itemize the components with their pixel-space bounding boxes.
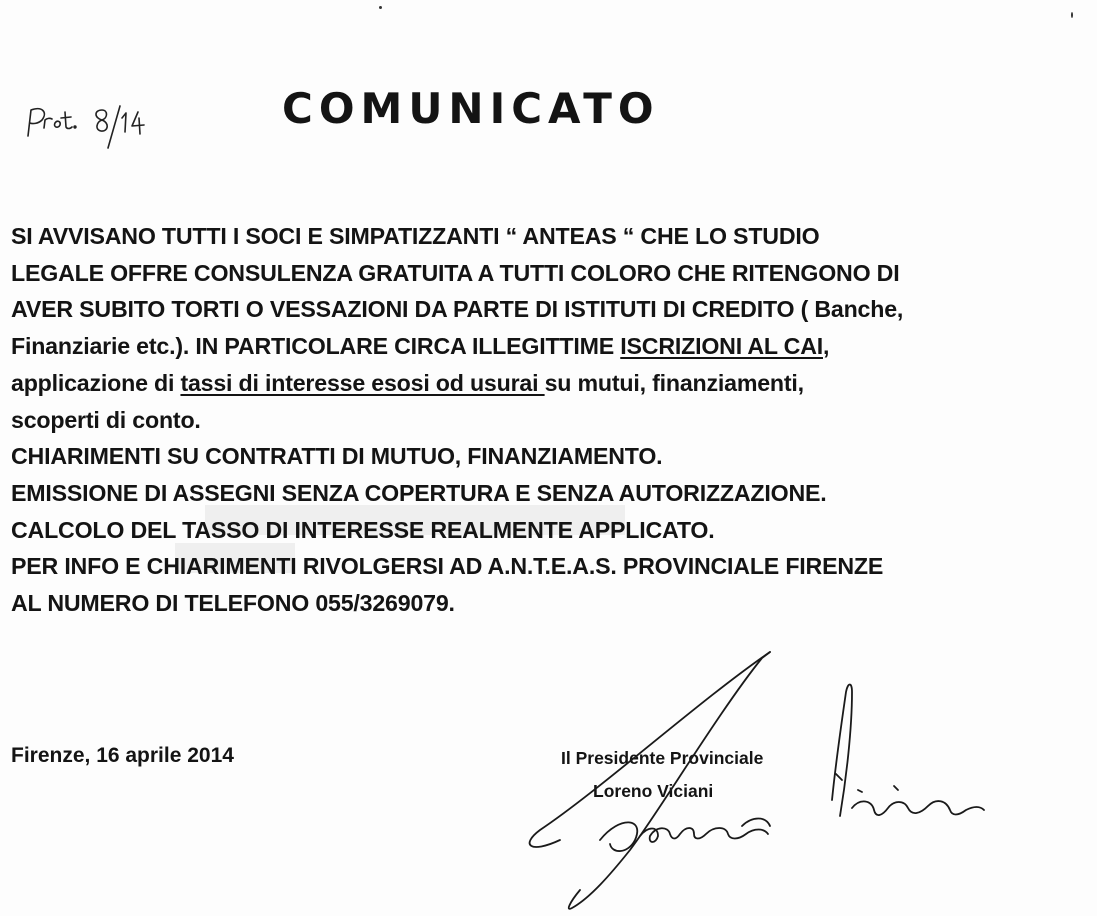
line-text: SI AVVISANO TUTTI I SOCI E SIMPATIZZANTI “ ANTEAS “ CHE LO STUDIO (11, 223, 820, 249)
scan-speck (379, 6, 382, 9)
line-text: scoperti di conto. (11, 406, 201, 433)
line-text: LEGALE OFFRE CONSULENZA GRATUITA A TUTTI COLORO CHE RITENGONO DI (11, 259, 900, 286)
notice-line (11, 548, 1093, 585)
notice-line (11, 255, 1093, 292)
line-text: AL NUMERO DI TELEFONO 055/3269079. (11, 590, 455, 617)
notice-line (11, 585, 1093, 622)
line-text: CALCOLO DEL TASSO DI INTERESSE REALMENTE APPLICATO. (11, 516, 715, 543)
notice-line (11, 475, 1093, 512)
line-text: EMISSIONE DI ASSEGNI SENZA COPERTURA E SENZA AUTORIZZAZIONE. (11, 479, 827, 506)
signatory-title: Il Presidente Provinciale (561, 748, 764, 768)
notice-body (11, 218, 1093, 622)
signature-svg (480, 640, 1020, 916)
notice-line (11, 328, 1093, 365)
line-text: Finanziarie etc.). IN PARTICOLARE CIRCA ILLEGITTIME (11, 333, 621, 360)
notice-line (11, 512, 1093, 549)
line-text: CHIARIMENTI SU CONTRATTI DI MUTUO, FINANZIAMENTO. (11, 443, 663, 470)
date-place: Firenze, 16 aprile 2014 (11, 744, 234, 767)
underlined-text-interest-rates: tassi di interesse esosi od usurai (180, 369, 545, 396)
underlined-text-cai: ISCRIZIONI AL CAI (620, 333, 823, 360)
notice-line (11, 218, 1093, 255)
notice-line (11, 291, 1093, 328)
line-text: AVER SUBITO TORTI O VESSAZIONI DA PARTE DI ISTITUTI DI CREDITO ( Banche, (11, 296, 904, 323)
scan-speck (1071, 12, 1073, 18)
line-text: , (822, 333, 830, 360)
line-text: PER INFO E CHIARIMENTI RIVOLGERSI AD A.N.T.E.A.S. PROVINCIALE FIRENZE (11, 553, 884, 580)
line-text: su mutui, finanziamenti, (544, 369, 804, 396)
notice-line (11, 365, 1093, 402)
handwritten-signature (480, 640, 1020, 916)
protocol-handwriting-svg (22, 96, 172, 166)
document-title: COMUNICATO (282, 84, 660, 133)
protocol-handwritten-note (22, 96, 172, 166)
signatory-name: Loreno Viciani (593, 781, 714, 801)
notice-line (11, 438, 1093, 475)
notice-line (11, 402, 1093, 439)
line-text: applicazione di (11, 369, 181, 396)
